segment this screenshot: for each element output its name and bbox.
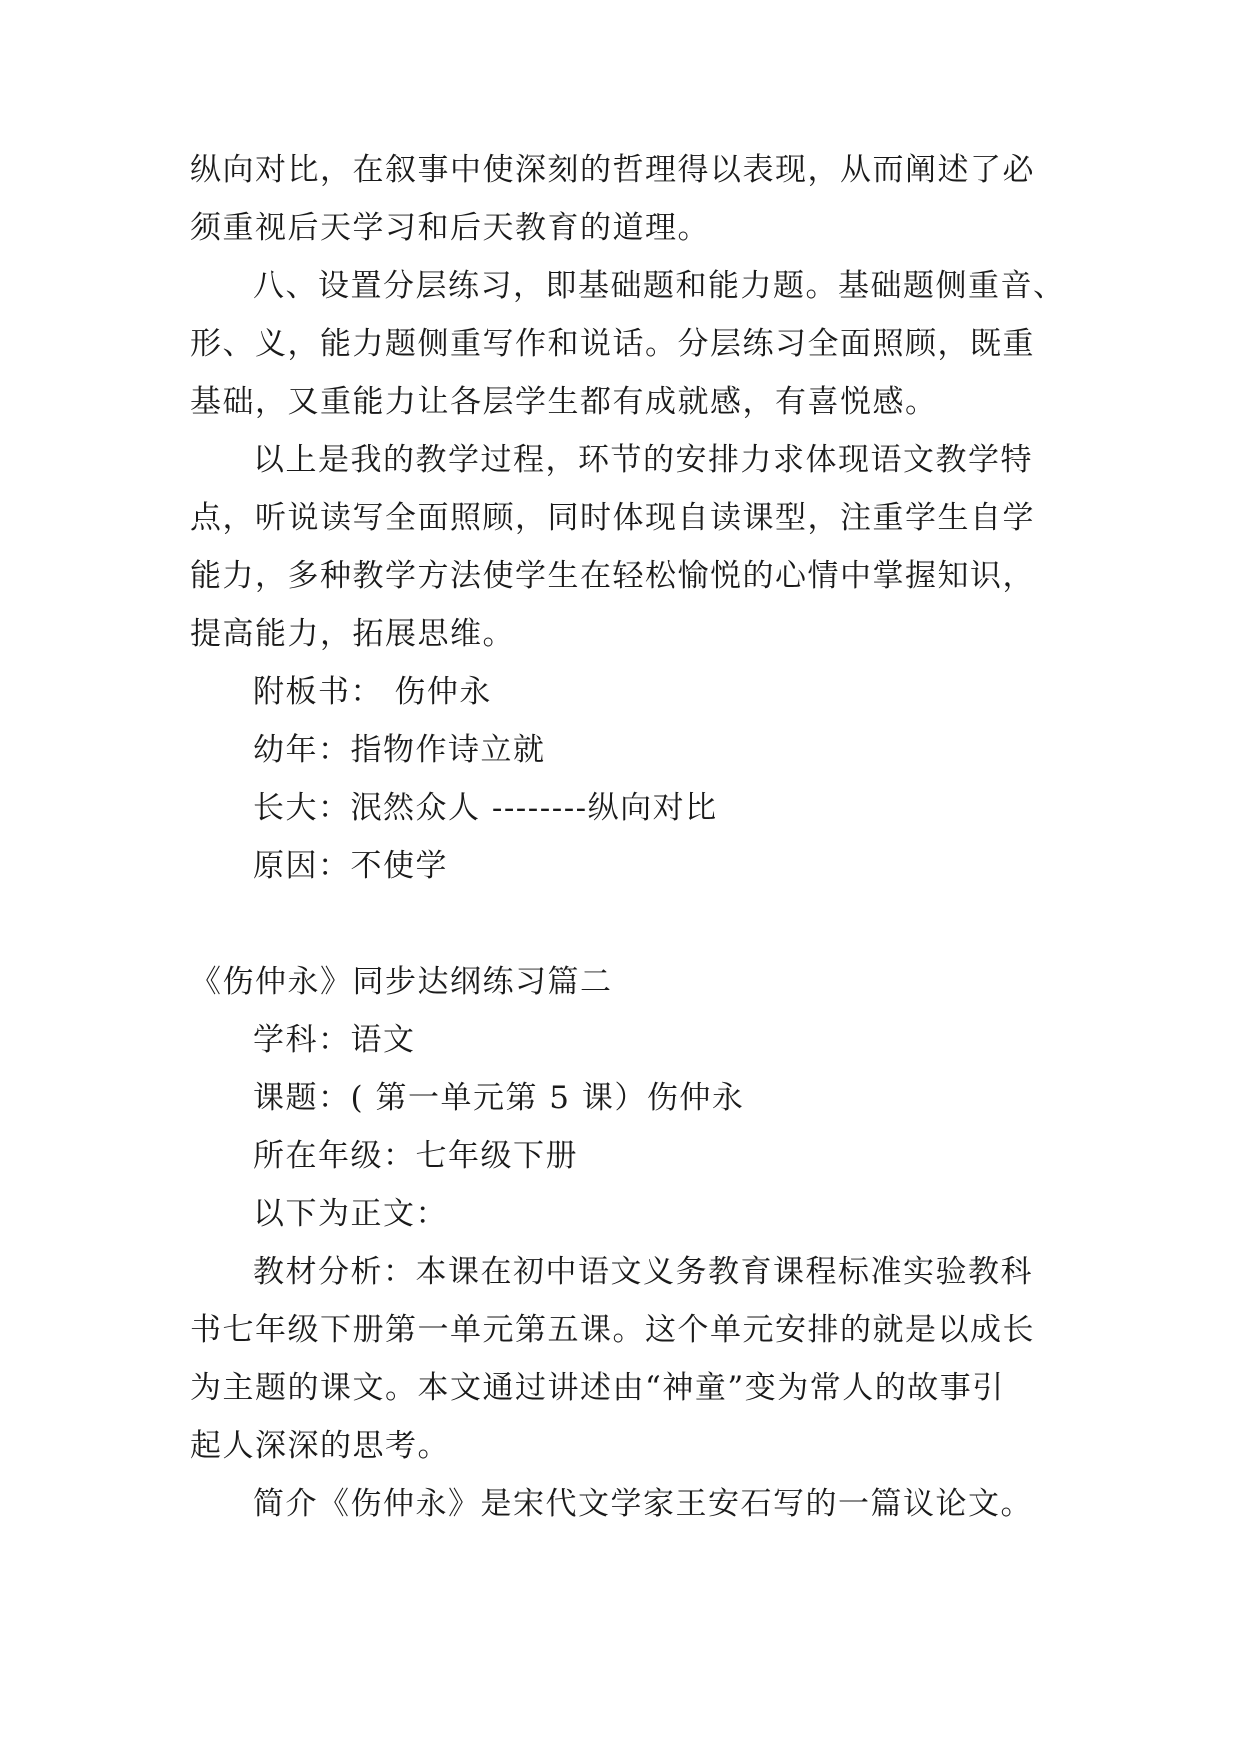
paragraph-line: 提高能力，拓展思维。 xyxy=(190,616,515,652)
paragraph-line: 简介《伤仲永》是宋代文学家王安石写的一篇议论文。 xyxy=(253,1486,1033,1522)
paragraph-line: 能力，多种教学方法使学生在轻松愉悦的心情中掌握知识， xyxy=(190,558,1035,594)
paragraph-line: 起人深深的思考。 xyxy=(190,1428,450,1464)
paragraph-line: 八、设置分层练习，即基础题和能力题。基础题侧重音、 xyxy=(253,268,1066,304)
lesson-line: 课题：( 第一单元第 5 课）伤仲永 xyxy=(253,1080,745,1116)
blackboard-title: 附板书： 伤仲永 xyxy=(253,674,492,710)
paragraph-line: 以上是我的教学过程，环节的安排力求体现语文教学特 xyxy=(253,442,1033,478)
paragraph-line: 须重视后天学习和后天教育的道理。 xyxy=(190,210,710,246)
body-intro-line: 以下为正文： xyxy=(253,1196,448,1232)
blackboard-line: 长大：泯然众人 --------纵向对比 xyxy=(253,790,718,826)
paragraph-line: 纵向对比，在叙事中使深刻的哲理得以表现，从而阐述了必 xyxy=(190,152,1035,188)
paragraph-line: 书七年级下册第一单元第五课。这个单元安排的就是以成长 xyxy=(190,1312,1035,1348)
blackboard-line: 原因：不使学 xyxy=(253,848,448,884)
subject-line: 学科：语文 xyxy=(253,1022,416,1058)
section-heading: 《伤仲永》同步达纲练习篇二 xyxy=(190,964,613,1000)
blackboard-line: 幼年：指物作诗立就 xyxy=(253,732,546,768)
paragraph-line: 为主题的课文。本文通过讲述由“神童”变为常人的故事引 xyxy=(190,1370,1005,1406)
grade-line: 所在年级：七年级下册 xyxy=(253,1138,578,1174)
paragraph-line: 形、义，能力题侧重写作和说话。分层练习全面照顾，既重 xyxy=(190,326,1035,362)
paragraph-line: 基础，又重能力让各层学生都有成就感，有喜悦感。 xyxy=(190,384,938,420)
paragraph-line: 教材分析：本课在初中语文义务教育课程标准实验教科 xyxy=(253,1254,1033,1290)
paragraph-line: 点，听说读写全面照顾，同时体现自读课型，注重学生自学 xyxy=(190,500,1035,536)
